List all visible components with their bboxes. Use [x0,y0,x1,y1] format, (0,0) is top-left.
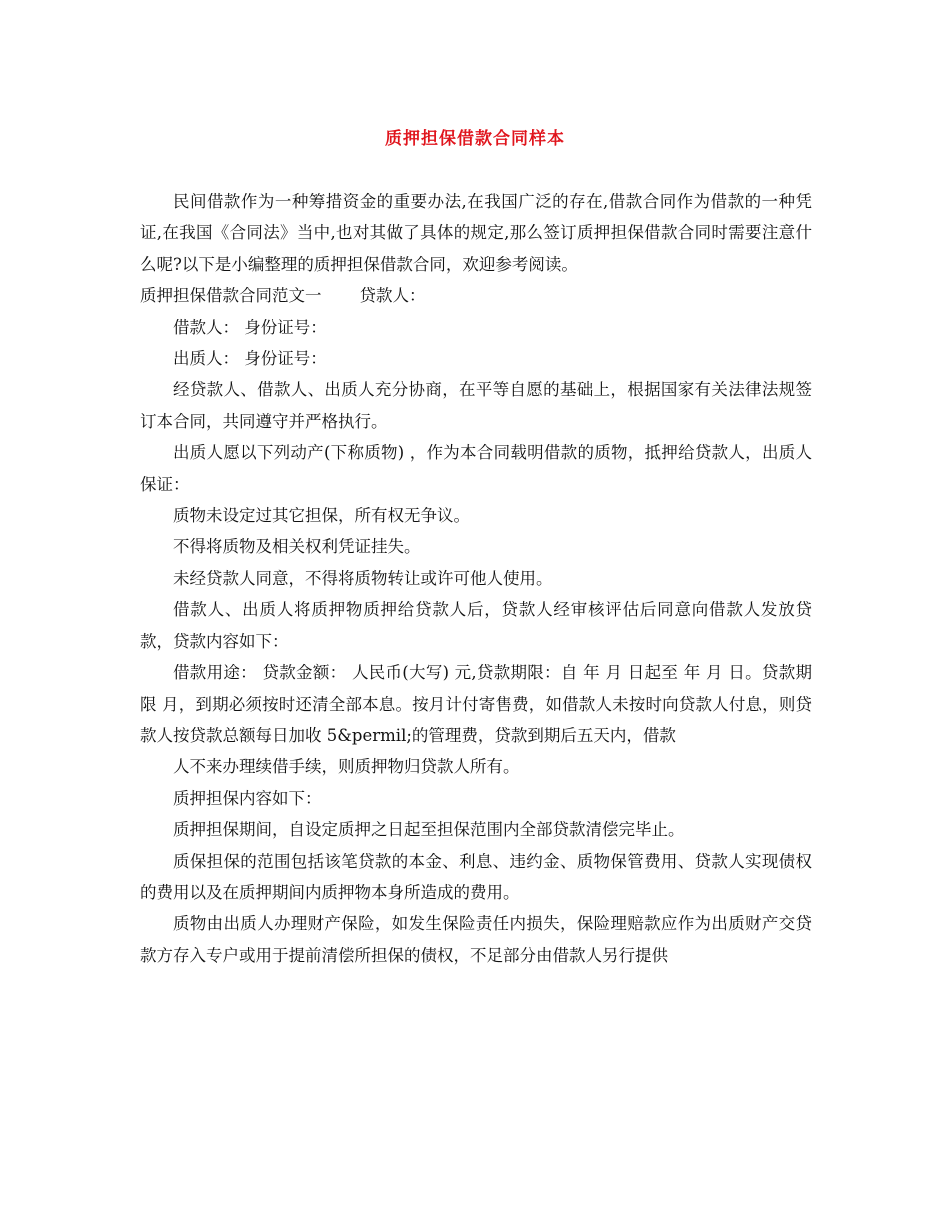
sample-heading: 质押担保借款合同范文一 [140,286,322,306]
paragraph-loan-terms: 借款用途： 贷款金额： 人民币(大写) 元,贷款期限：自 年 月 日起至 年 月 日。贷款期限 月，到期必须按时还清全部本息。按月计付寄售费，如借款人未按时向贷款人付息，则贷款人按贷款总额每日加收 5&permil;的管理费，贷款到期后五天内，借款 [140,663,812,745]
paragraph-pledge-content: 质押担保内容如下： [173,788,322,808]
paragraph-loan-issue: 借款人、出质人将质押物质押给贷款人后，贷款人经审核评估后同意向借款人发放贷款，贷款内容如下： [140,600,812,651]
paragraph-pledge-period: 质押担保期间，自设定质押之日起至担保范围内全部贷款清偿完毕止。 [173,820,685,840]
paragraph-borrower: 借款人： 身份证号： [173,317,327,337]
paragraph-guarantee-2: 不得将质物及相关权利凭证挂失。 [173,537,421,557]
paragraph-pledge-scope: 质保担保的范围包括该笔贷款的本金、利息、违约金、质物保管费用、贷款人实现债权的费用以及在质押期间内质押物本身所造成的费用。 [140,851,812,902]
paragraph-pledgor: 出质人： 身份证号： [173,349,327,369]
paragraph-insurance: 质物由出质人办理财产保险，如发生保险责任内损失，保险理赔款应作为出质财产交贷款方存入专户或用于提前清偿所担保的债权，不足部分由借款人另行提供 [140,914,812,965]
paragraph-guarantee-1: 质物未设定过其它担保，所有权无争议。 [173,506,470,526]
paragraph-agreement: 经贷款人、借款人、出质人充分协商，在平等自愿的基础上，根据国家有关法律法规签订本合同，共同遵守并严格执行。 [140,380,812,431]
document-body [140,186,812,971]
paragraph-guarantee-3: 未经贷款人同意，不得将质物转让或许可他人使用。 [173,568,553,588]
paragraph-intro: 民间借款作为一种筹措资金的重要办法,在我国广泛的存在,借款合同作为借款的一种凭证,在我国《合同法》当中,也对其做了具体的规定,那么签订质押担保借款合同时需要注意什么呢?以下是小编整理的质押担保借款合同，欢迎参考阅读。 [140,192,812,274]
lender-label: 贷款人： [359,286,426,306]
paragraph-renewal: 人不来办理续借手续，则质押物归贷款人所有。 [173,757,520,777]
paragraph-sample-heading [140,280,812,311]
paragraph-pledge-items: 出质人愿以下列动产(下称质物) ，作为本合同载明借款的质物，抵押给贷款人，出质人保证： [140,443,812,494]
document-title: 质押担保借款合同样本 [385,129,565,149]
